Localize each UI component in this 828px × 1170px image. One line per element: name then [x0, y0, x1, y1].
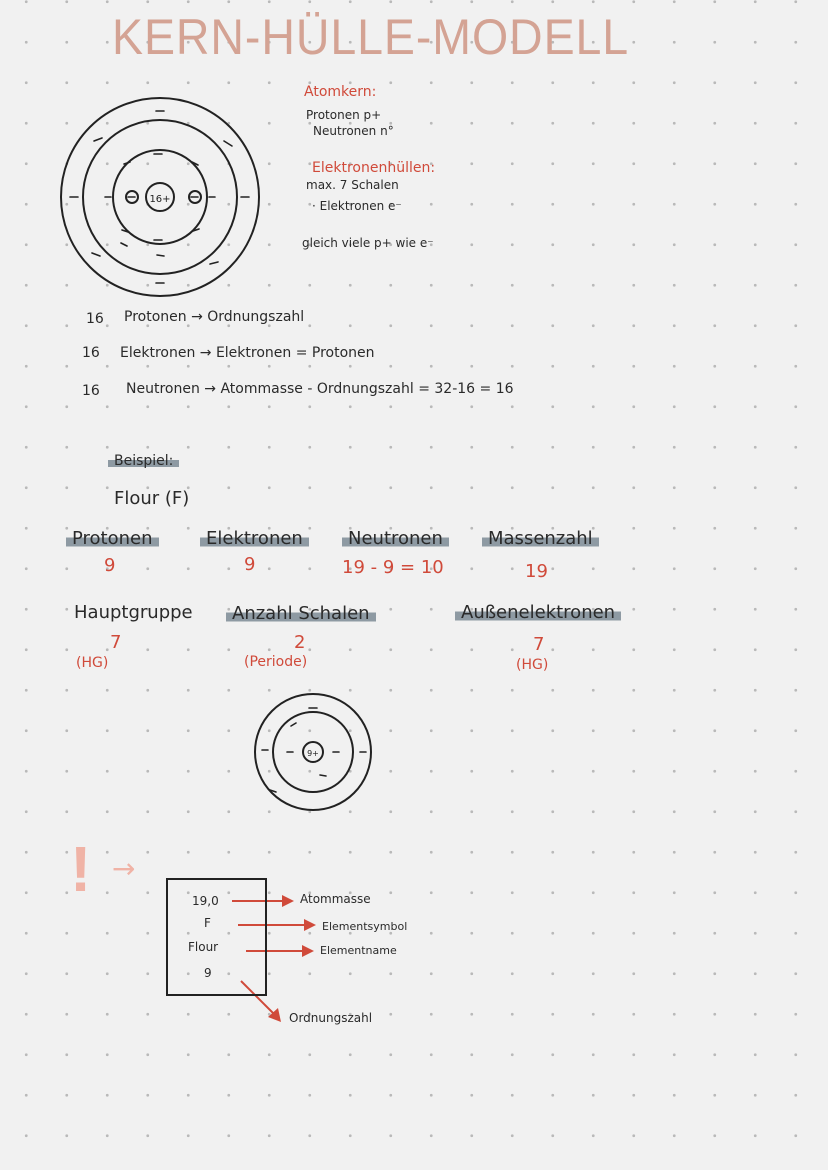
box-number: 9: [204, 966, 212, 980]
header-protonen: Protonen: [66, 528, 159, 549]
header-anzahl-schalen: Anzahl Schalen: [226, 603, 376, 624]
row-1-number: 16: [86, 311, 104, 327]
box-mass: 19,0: [192, 894, 219, 908]
header-neutronen: Neutronen: [342, 528, 449, 549]
huelle-line2: · Elektronen e⁻: [312, 199, 402, 213]
row-2-number: 16: [82, 345, 100, 361]
nucleus-label: 16+: [149, 194, 171, 205]
label-atommasse: Atommasse: [300, 892, 371, 906]
huelle-line3: gleich viele p+ wie e⁻: [302, 236, 434, 250]
huelle-heading: Elektronenhüllen:: [312, 160, 436, 176]
page-title: KERN-HÜLLE-MODELL: [112, 9, 630, 65]
atomkern-line2: Neutronen n°: [313, 124, 394, 138]
box-symbol: F: [204, 916, 211, 930]
value-schalen: 2: [294, 632, 306, 653]
value-massenzahl: 19: [525, 561, 548, 582]
label-elementsymbol: Elementsymbol: [322, 920, 408, 933]
header-hauptgruppe: Hauptgruppe: [74, 602, 193, 623]
row-2-text: Elektronen → Elektronen = Protonen: [120, 345, 375, 361]
atomkern-line1: Protonen p+: [306, 108, 382, 122]
header-massenzahl: Massenzahl: [482, 528, 599, 549]
small-nucleus-label: 9+: [307, 749, 319, 758]
row-1-text: Protonen → Ordnungszahl: [124, 309, 305, 325]
row-3-number: 16: [82, 383, 100, 399]
beispiel-label: Beispiel:: [108, 453, 179, 469]
header-aussenelektronen: Außenelektronen: [455, 602, 621, 623]
sub-hauptgruppe: (HG): [76, 655, 109, 671]
value-aussenelektronen: 7: [533, 634, 545, 655]
header-elektronen: Elektronen: [200, 528, 309, 549]
sub-schalen: (Periode): [244, 654, 308, 670]
value-neutronen: 19 - 9 = 10: [342, 557, 444, 578]
huelle-line1: max. 7 Schalen: [306, 178, 399, 192]
sub-aussenelektronen: (HG): [516, 657, 549, 673]
value-protonen: 9: [104, 555, 116, 576]
value-elektronen: 9: [244, 554, 256, 575]
label-elementname: Elementname: [320, 944, 397, 957]
box-name: Flour: [188, 940, 219, 954]
label-ordnungszahl: Ordnungszahl: [289, 1011, 373, 1025]
element-name: Flour (F): [114, 488, 190, 509]
arrow-right-icon: →: [112, 852, 136, 885]
row-3-text: Neutronen → Atommasse - Ordnungszahl = 32-16 = 16: [126, 381, 514, 397]
value-hauptgruppe: 7: [110, 632, 122, 653]
atomkern-heading: Atomkern:: [304, 84, 377, 100]
warning-exclamation-icon: !: [70, 833, 92, 905]
